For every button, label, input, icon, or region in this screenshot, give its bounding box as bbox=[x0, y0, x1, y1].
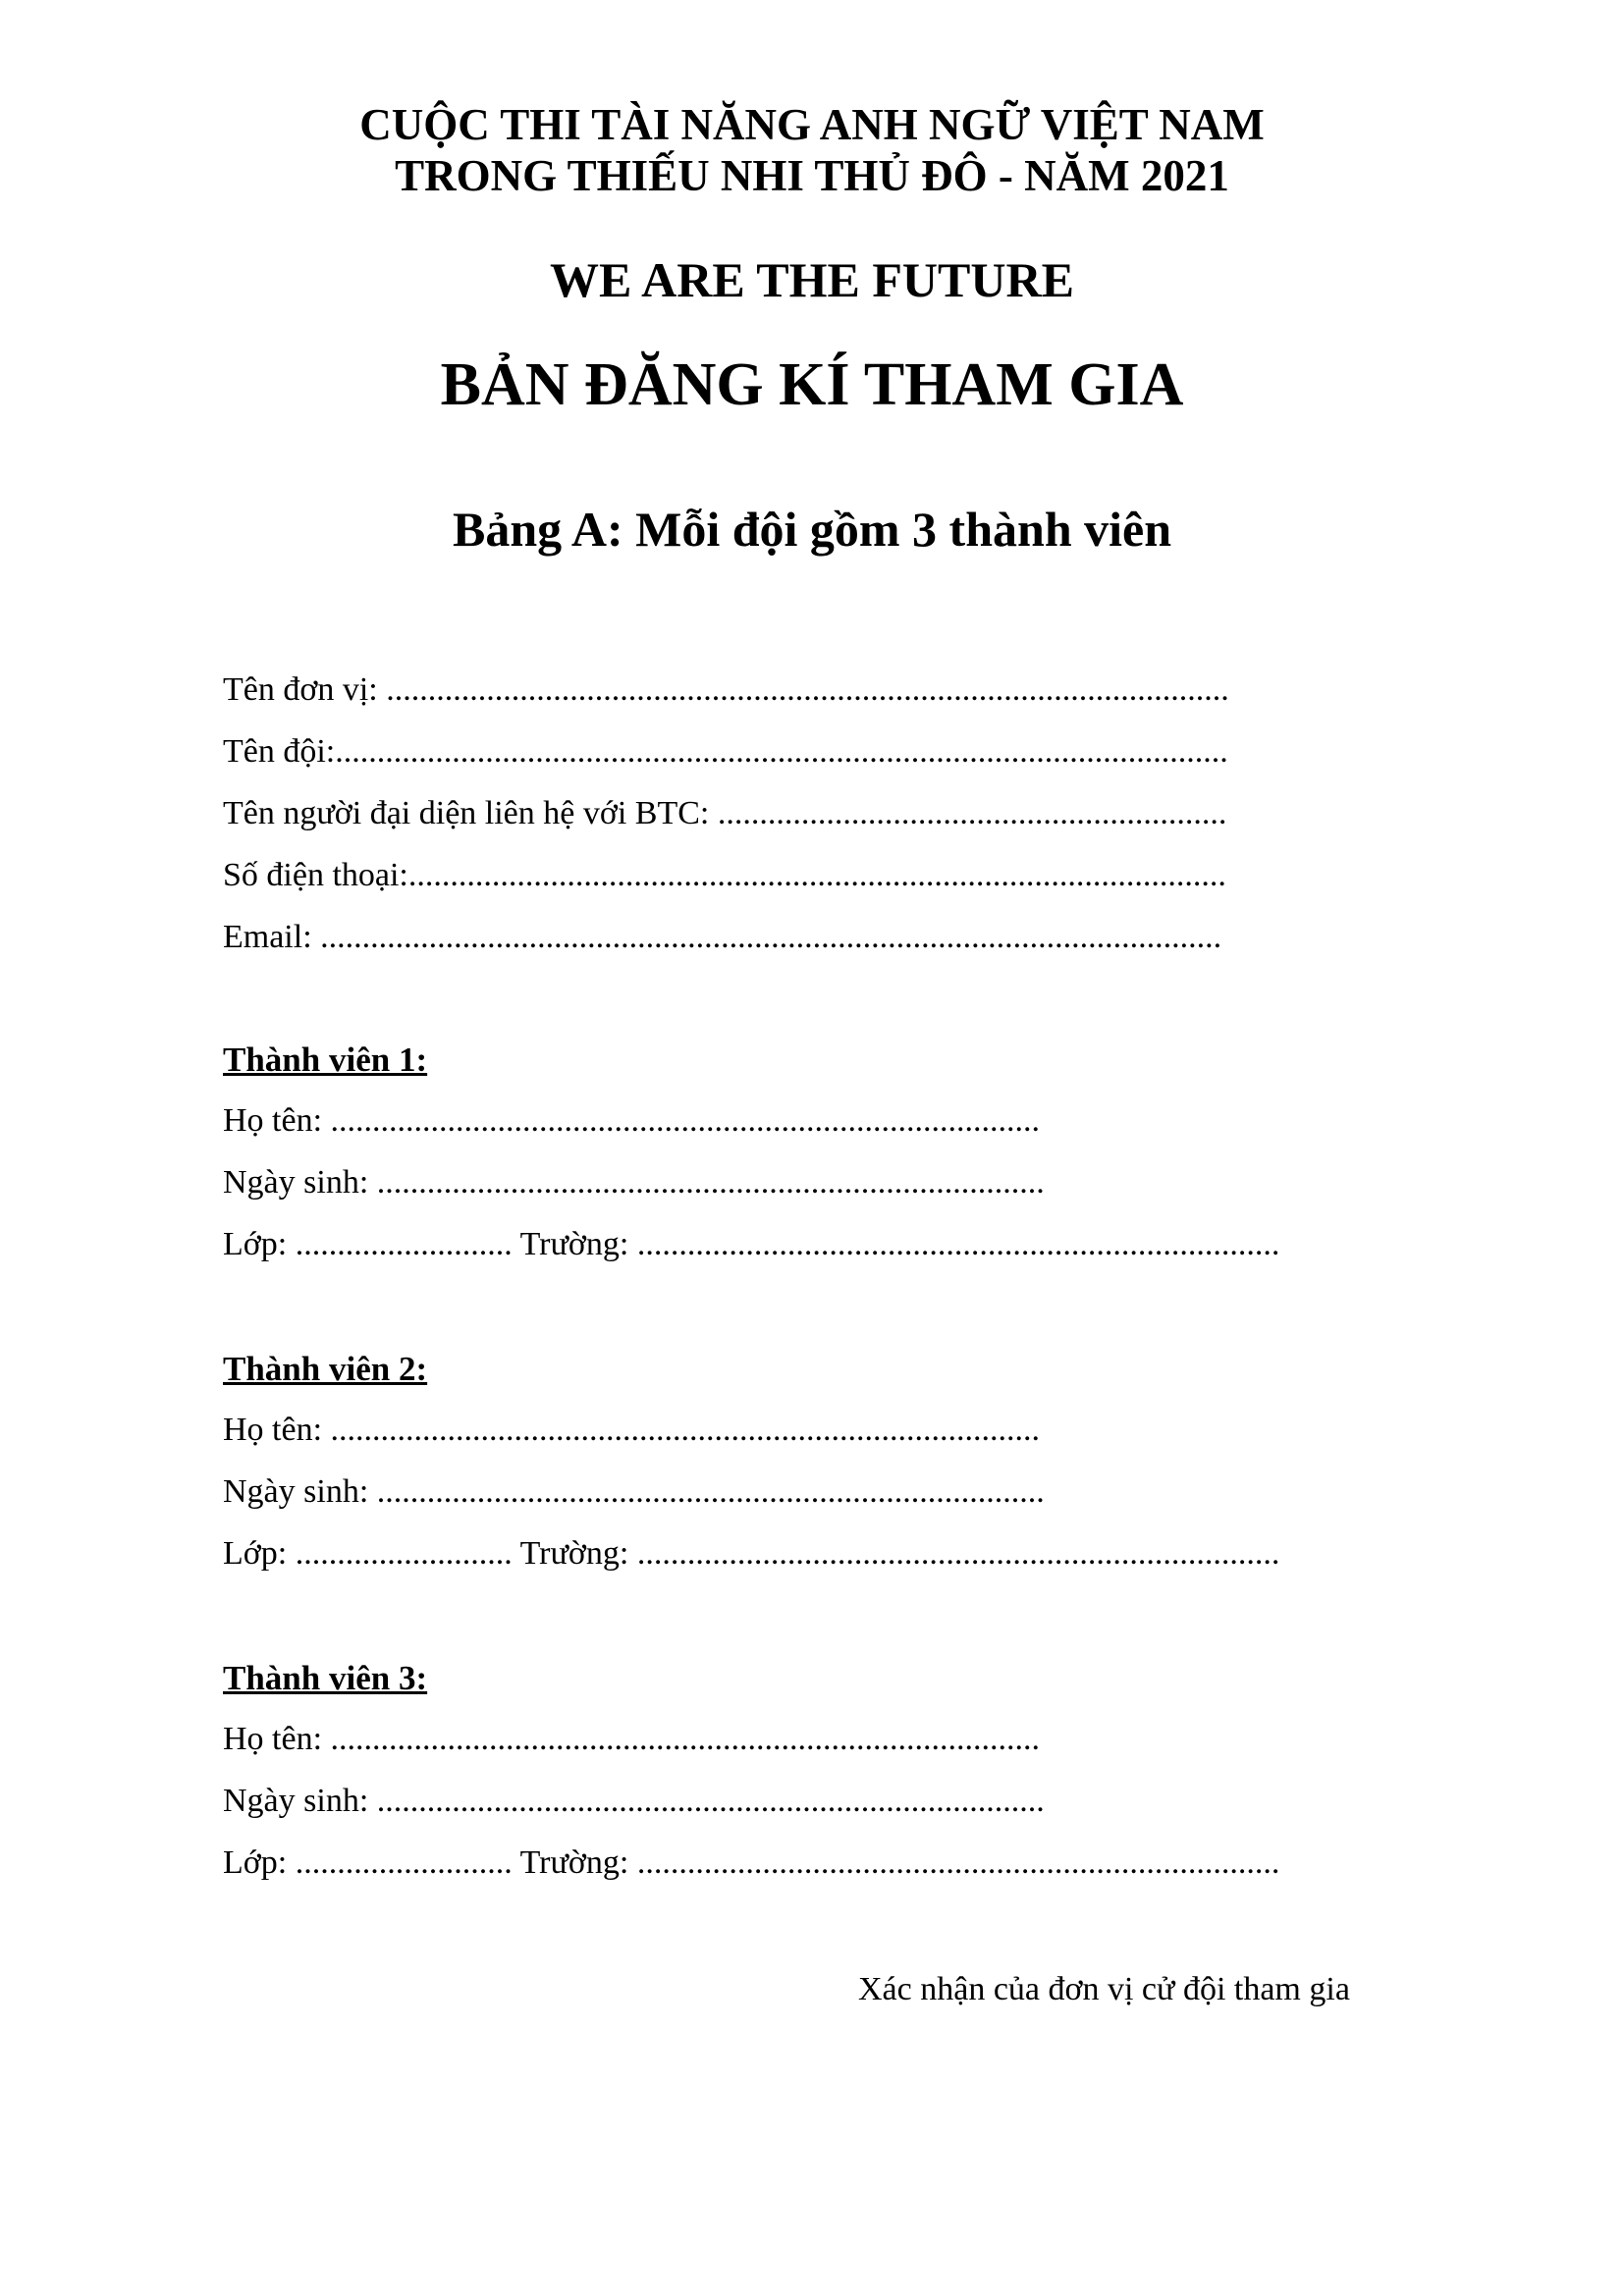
member-3-heading: Thành viên 3: bbox=[223, 1659, 428, 1697]
group-subtitle: Bảng A: Mỗi đội gồm 3 thành viên bbox=[452, 502, 1172, 557]
member-1-name-field: Họ tên: ..................................................................................... bbox=[223, 1102, 1041, 1139]
unit-confirmation-label: Xác nhận của đơn vị cử đội tham gia bbox=[858, 1971, 1350, 2007]
member-3-name-field: Họ tên: ..................................................................................... bbox=[223, 1721, 1041, 1757]
unit-name-field: Tên đơn vị: ..................................................................................................... bbox=[223, 671, 1229, 708]
member-2-name-field: Họ tên: ..................................................................................... bbox=[223, 1412, 1041, 1448]
contest-name-line-1: CUỘC THI TÀI NĂNG ANH NGỮ VIỆT NAM bbox=[359, 100, 1265, 149]
contest-slogan: WE ARE THE FUTURE bbox=[550, 252, 1074, 307]
page-title: BẢN ĐĂNG KÍ THAM GIA bbox=[440, 351, 1184, 418]
team-name-field: Tên đội:........................................................................................................... bbox=[223, 733, 1228, 770]
member-3-dob-field: Ngày sinh: ................................................................................ bbox=[223, 1783, 1045, 1819]
member-2-heading: Thành viên 2: bbox=[223, 1350, 428, 1388]
representative-field: Tên người đại diện liên hệ với BTC: ............................................................. bbox=[223, 795, 1227, 831]
contest-name-line-2: TRONG THIẾU NHI THỦ ĐÔ - NĂM 2021 bbox=[395, 151, 1229, 200]
email-field: Email: ............................................................................................................ bbox=[223, 919, 1222, 955]
phone-field: Số điện thoại:.................................................................................................. bbox=[223, 857, 1226, 893]
member-1-dob-field: Ngày sinh: ................................................................................ bbox=[223, 1164, 1045, 1201]
member-2-class-school-field: Lớp: .......................... Trường: ............................................................................. bbox=[223, 1535, 1280, 1572]
member-1-class-school-field: Lớp: .......................... Trường: ............................................................................. bbox=[223, 1226, 1280, 1262]
member-1-heading: Thành viên 1: bbox=[223, 1041, 428, 1079]
member-2-dob-field: Ngày sinh: ................................................................................ bbox=[223, 1473, 1045, 1510]
member-3-class-school-field: Lớp: .......................... Trường: ............................................................................. bbox=[223, 1844, 1280, 1881]
